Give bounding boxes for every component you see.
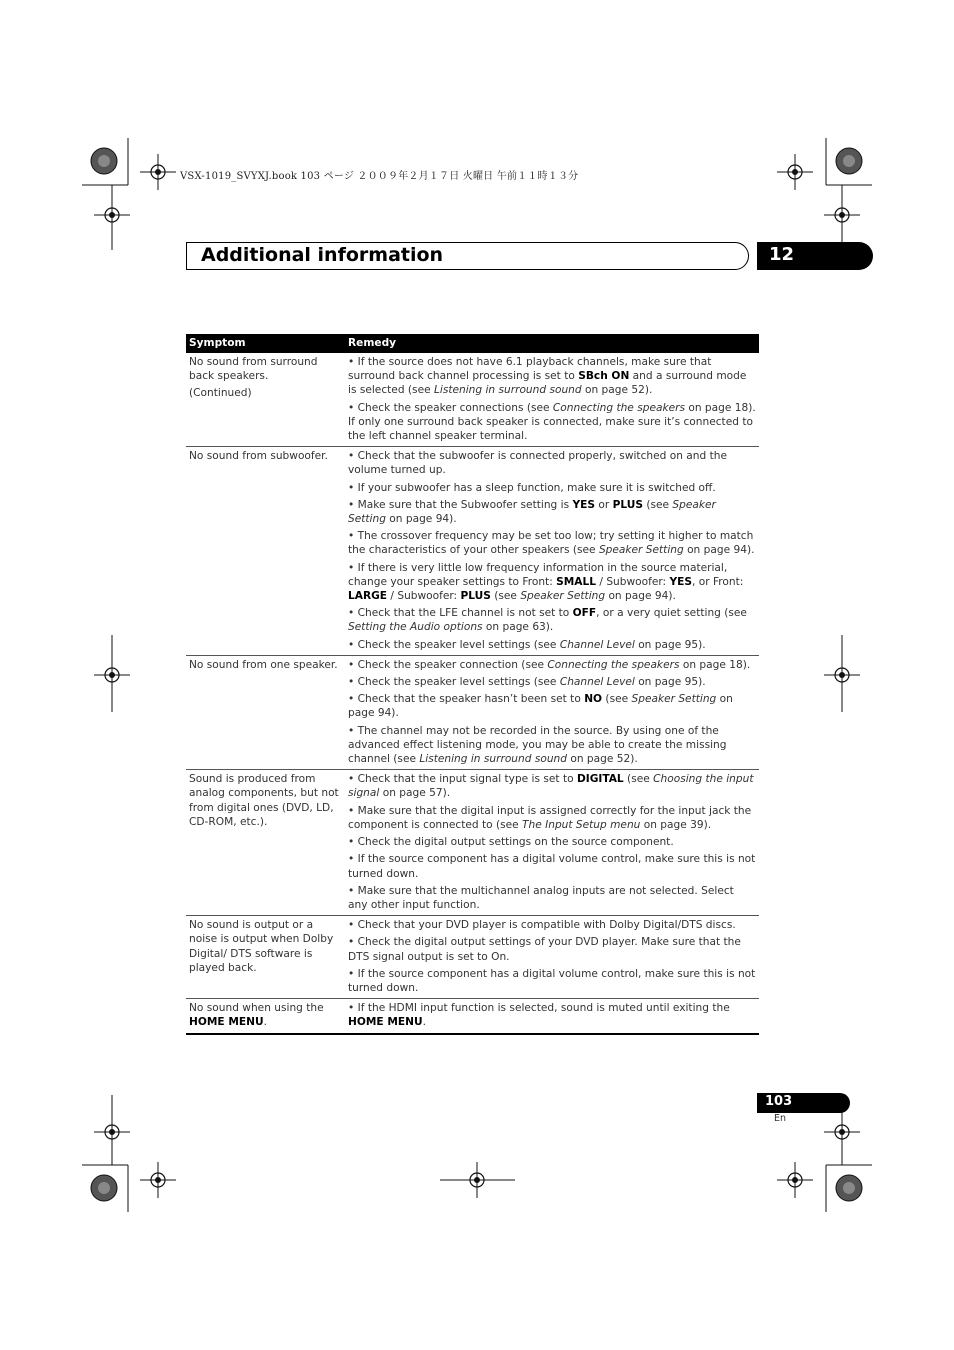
- remedy-item: • If there is very little low frequency information in the source material, change your speaker settings to Front: SMALL / Subwoofer: YES, or Front: LARGE / Subwoofer: PLUS (see Speaker Setting on page 94).: [348, 561, 744, 603]
- remedy-item: • Check that your DVD player is compatible with Dolby Digital/DTS discs.: [348, 919, 736, 932]
- remedy-item: • Check the speaker connection (see Connecting the speakers on page 18).: [348, 658, 751, 671]
- remedy-item: • If the source component has a digital volume control, make sure this is not turned down.: [348, 967, 756, 994]
- remedy-item: • The channel may not be recorded in the source. By using one of the advanced effect listening mode, you may be able to create the missing channel (see Listening in surround sound on page 52).: [348, 724, 727, 766]
- remedy-cell: [345, 655, 759, 769]
- symptom-cell: [186, 999, 345, 1034]
- symptom-cell: [186, 447, 345, 656]
- remedy-cell: [345, 447, 759, 656]
- remedy-item: • Make sure that the digital input is assigned correctly for the input jack the component is connected to (see The Input Setup menu on page 39).: [348, 804, 752, 831]
- symptom-text: Sound is produced from analog components, but not from digital ones (DVD, LD, CD-ROM, etc.).: [189, 773, 339, 828]
- remedy-item: • If your subwoofer has a sleep function, make sure it is switched off.: [348, 481, 716, 494]
- page-number-tab: [757, 1093, 850, 1113]
- symptom-text: No sound from one speaker.: [189, 658, 338, 671]
- section-title: Additional information: [201, 244, 444, 266]
- remedy-item: • Check the speaker connections (see Connecting the speakers on page 18). If only one surround back speaker is connected, make sure it’s connected to the left channel speaker terminal.: [348, 401, 756, 443]
- remedy-item: • Check that the subwoofer is connected properly, switched on and the volume turned up.: [348, 450, 727, 477]
- troubleshooting-table: [186, 334, 759, 1035]
- symptom-text: No sound from subwoofer.: [189, 450, 328, 463]
- remedy-cell: [345, 999, 759, 1034]
- table-row: [186, 447, 759, 656]
- remedy-item: • Check the digital output settings of your DVD player. Make sure that the DTS signal output is set to On.: [348, 936, 741, 963]
- table-header-row: [186, 334, 759, 353]
- symptom-text: No sound is output or a noise is output when Dolby Digital/ DTS software is played back.: [189, 919, 334, 974]
- remedy-item: • Make sure that the Subwoofer setting is YES or PLUS (see Speaker Setting on page 94).: [348, 498, 716, 526]
- page-number: 103: [765, 1094, 793, 1109]
- section-header: [186, 242, 749, 270]
- table-row: [186, 655, 759, 769]
- remedy-item: • If the source does not have 6.1 playback channels, make sure that surround back channel processing is set to SBch ON and a surround mode is selected (see Listening in surround sound on page 52).: [348, 356, 747, 397]
- remedy-item: • Check the speaker level settings (see Channel Level on page 95).: [348, 676, 706, 689]
- chapter-tab: [757, 242, 873, 270]
- book-info-line: VSX-1019_SVYXJ.book 103 ページ ２００９年２月１７日 火曜日 午前１１時１３分: [180, 171, 579, 182]
- remedy-cell: [345, 770, 759, 916]
- table-row: [186, 353, 759, 447]
- remedy-item: • Check that the input signal type is set to DIGITAL (see Choosing the input signal on page 57).: [348, 773, 754, 800]
- table-row: [186, 999, 759, 1034]
- table-body: [186, 353, 759, 1034]
- table-row: [186, 916, 759, 999]
- remedy-item: • Check the digital output settings on the source component.: [348, 836, 674, 849]
- remedy-item: • Check the speaker level settings (see Channel Level on page 95).: [348, 638, 706, 651]
- table-row: [186, 770, 759, 916]
- remedy-cell: [345, 916, 759, 999]
- chapter-number: 12: [769, 244, 795, 265]
- remedy-item: • If the source component has a digital volume control, make sure this is not turned down.: [348, 853, 756, 880]
- remedy-item: • Check that the speaker hasn’t been set to NO (see Speaker Setting on page 94).: [348, 693, 733, 720]
- symptom-cell: [186, 916, 345, 999]
- remedy-item: • If the HDMI input function is selected, sound is muted until exiting the HOME MENU.: [348, 1002, 730, 1029]
- symptom-continued: (Continued): [189, 387, 252, 400]
- remedy-cell: [345, 353, 759, 447]
- remedy-item: • Check that the LFE channel is not set to OFF, or a very quiet setting (see Setting the Audio options on page 63).: [348, 607, 747, 634]
- symptom-text: No sound from surround back speakers.: [189, 356, 318, 383]
- symptom-cell: [186, 770, 345, 916]
- symptom-text: No sound when using the HOME MENU.: [189, 1002, 324, 1029]
- symptom-column-header: Symptom: [186, 334, 345, 353]
- remedy-item: • The crossover frequency may be set too low; try setting it higher to match the characteristics of your other speakers (see Speaker Setting on page 94).: [348, 530, 755, 557]
- symptom-cell: [186, 353, 345, 447]
- symptom-cell: [186, 655, 345, 769]
- remedy-item: • Make sure that the multichannel analog inputs are not selected. Select any other input function.: [348, 884, 734, 911]
- remedy-column-header: Remedy: [345, 334, 759, 353]
- language-label: En: [774, 1113, 787, 1124]
